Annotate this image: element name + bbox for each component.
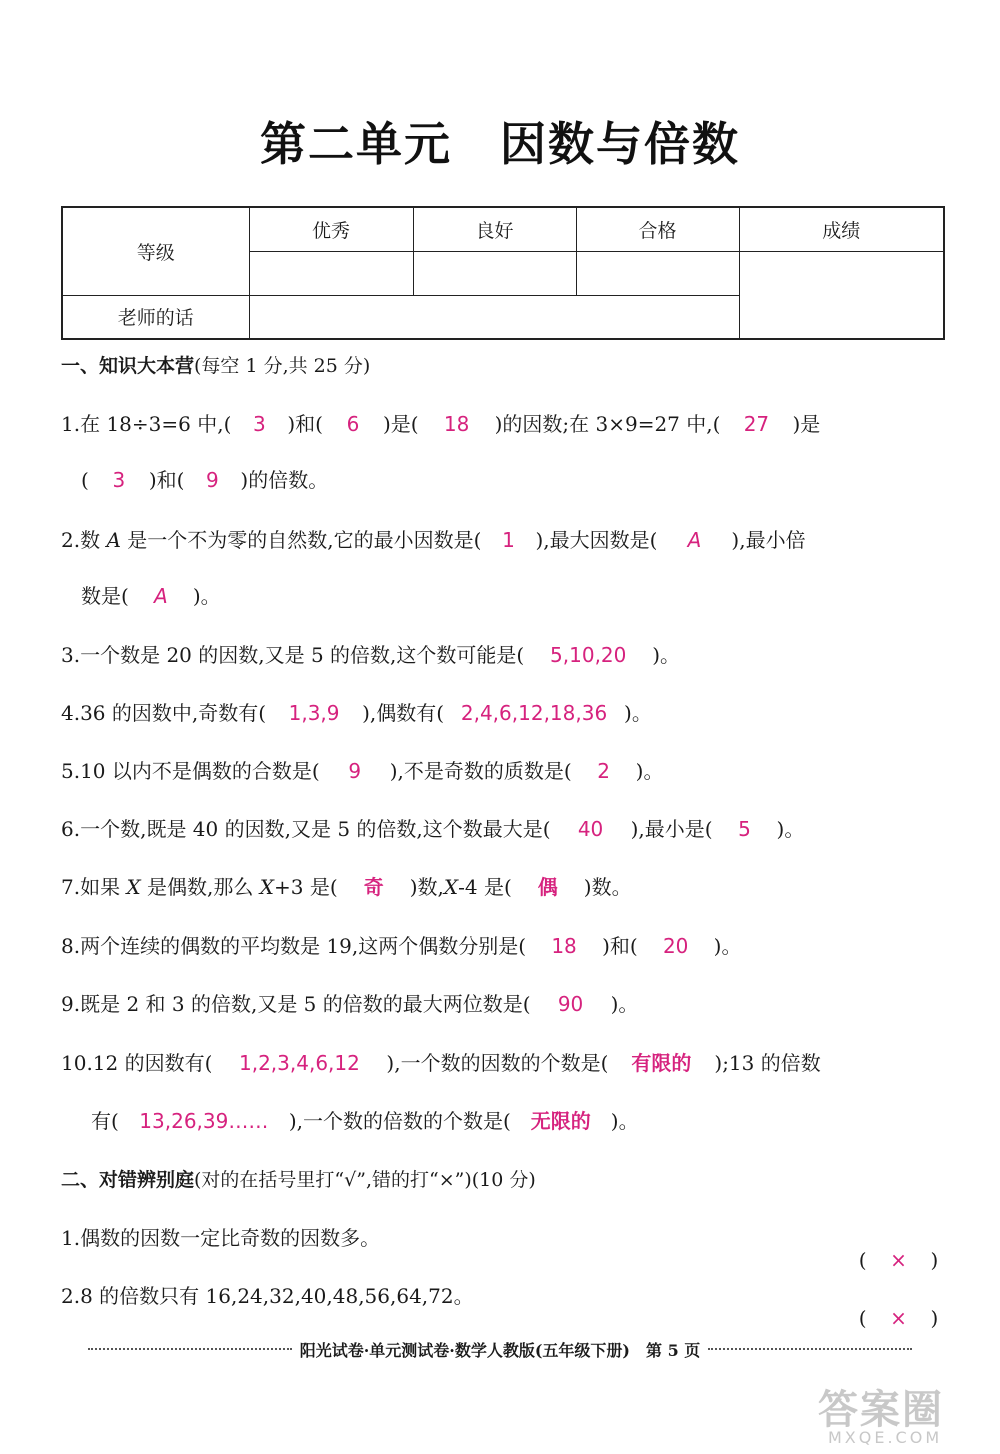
q1-answer-2: 6 <box>346 412 360 436</box>
section2-title: 二、对错辨别庭 <box>61 1169 195 1191</box>
question-5 <box>61 757 663 785</box>
section1-heading <box>61 352 370 380</box>
q7-text: )数, <box>409 875 444 899</box>
q4-answer-2: 2,4,6,12,18,36 <box>460 701 608 725</box>
watermark-line-1: 答案圈 <box>818 1387 944 1433</box>
q2-text: 数是( <box>81 584 129 608</box>
question-6 <box>61 815 804 843</box>
q2-text: 是一个不为零的自然数,它的最小因数是( <box>120 528 482 552</box>
bracket-open: ( <box>858 1248 867 1272</box>
score-cell <box>739 251 944 339</box>
grade-table <box>61 206 945 340</box>
bracket-close: ) <box>930 1248 939 1272</box>
question-10-line-1 <box>61 1049 821 1077</box>
q6-text: 6.一个数,既是 40 的因数,又是 5 的倍数,这个数最大是( <box>61 817 551 841</box>
question-1-line-2 <box>81 466 328 494</box>
footer-divider-right <box>708 1348 912 1350</box>
q10-text: )。 <box>610 1109 639 1133</box>
good-header: 良好 <box>413 207 576 251</box>
q5-answer-1: 9 <box>348 759 362 783</box>
q7-text: +3 是( <box>274 875 338 899</box>
q2-text: )。 <box>192 584 221 608</box>
q2-answer-1: 1 <box>502 528 515 552</box>
q2-answer-2: A <box>687 528 702 552</box>
q10-text: ),一个数的因数的个数是( <box>386 1051 609 1075</box>
question-1-line-1 <box>61 410 820 438</box>
question-9 <box>61 990 638 1018</box>
q2-variable: A <box>106 528 121 552</box>
question-2-line-1 <box>61 526 806 554</box>
pass-cell <box>576 251 739 295</box>
level-label: 等级 <box>62 207 249 295</box>
q4-answer-1: 1,3,9 <box>288 701 340 725</box>
watermark-line-2: MXQE.COM <box>828 1428 943 1447</box>
q7-answer-2: 偶 <box>537 875 558 899</box>
q1-text: )和( <box>287 412 323 436</box>
q4-text: )。 <box>624 701 652 725</box>
bracket-open: ( <box>858 1306 867 1330</box>
q7-text: 是偶数,那么 <box>140 875 260 899</box>
q2-text: ),最小倍 <box>731 528 806 552</box>
question-4 <box>61 699 652 727</box>
section2-note: (对的在括号里打“√”,错的打“×”)(10 分) <box>194 1169 536 1191</box>
q9-answer-1: 90 <box>557 992 584 1016</box>
q1-text: )的因数;在 3×9=27 中,( <box>494 412 721 436</box>
page-footer <box>80 1334 920 1364</box>
q2-text: 2.数 <box>61 528 107 552</box>
judge-2-answer: × <box>890 1306 907 1330</box>
question-2-line-2 <box>81 582 221 610</box>
q9-text: )。 <box>610 992 639 1016</box>
section1-title: 一、知识大本营 <box>61 355 195 377</box>
excellent-cell <box>249 251 413 295</box>
judge-1-answer-box <box>846 1224 938 1272</box>
question-8 <box>61 932 741 960</box>
q1-text: )的倍数。 <box>240 468 329 492</box>
q7-text: )数。 <box>583 875 632 899</box>
q5-text: ),不是奇数的质数是( <box>389 759 572 783</box>
q4-text: ),偶数有( <box>362 701 445 725</box>
page-title: 第二单元 因数与倍数 <box>260 117 740 171</box>
q10-text: ),一个数的倍数的个数是( <box>288 1109 511 1133</box>
q5-answer-2: 2 <box>597 759 611 783</box>
bracket-close: ) <box>930 1306 939 1330</box>
q8-answer-2: 20 <box>662 934 689 958</box>
q10-answer-1: 1,2,3,4,6,12 <box>238 1051 360 1075</box>
q10-answer-3: 13,26,39…… <box>139 1109 269 1133</box>
q4-text: 4.36 的因数中,奇数有( <box>61 701 267 725</box>
q10-answer-4: 无限的 <box>530 1109 591 1133</box>
q10-text: 10.12 的因数有( <box>61 1051 213 1075</box>
q1-text: )和( <box>148 468 185 492</box>
q1-text: )是( <box>382 412 419 436</box>
q2-text: ),最大因数是( <box>535 528 658 552</box>
pass-header: 合格 <box>576 207 739 251</box>
q5-text: 5.10 以内不是偶数的合数是( <box>61 759 320 783</box>
score-header: 成绩 <box>739 207 944 251</box>
q1-answer-6: 9 <box>206 468 219 492</box>
q3-text: 3.一个数是 20 的因数,又是 5 的倍数,这个数可能是( <box>61 643 525 667</box>
q8-text: )和( <box>602 934 638 958</box>
judge-1-text: 1.偶数的因数一定比奇数的因数多。 <box>61 1226 381 1250</box>
teacher-words-cell <box>249 295 739 339</box>
teacher-words-label: 老师的话 <box>62 295 249 339</box>
q8-text: )。 <box>713 934 742 958</box>
q3-answer-1: 5,10,20 <box>550 643 627 667</box>
q8-answer-1: 18 <box>551 934 577 958</box>
question-10-line-2 <box>91 1107 639 1135</box>
q2-answer-3: A <box>153 584 168 608</box>
q7-variable: X <box>126 875 141 899</box>
q1-text: )是 <box>792 412 821 436</box>
q7-variable: X <box>259 875 275 899</box>
q6-text: ),最小是( <box>630 817 713 841</box>
q8-text: 8.两个连续的偶数的平均数是 19,这两个偶数分别是( <box>61 934 527 958</box>
section1-note: (每空 1 分,共 25 分) <box>194 355 371 377</box>
q1-text: 1.在 18÷3=6 中,( <box>61 412 232 436</box>
q6-answer-2: 5 <box>738 817 751 841</box>
q7-text: -4 是( <box>458 875 512 899</box>
q3-text: )。 <box>652 643 681 667</box>
judge-1-answer: × <box>890 1248 907 1272</box>
q10-answer-2: 有限的 <box>631 1051 692 1075</box>
q9-text: 9.既是 2 和 3 的倍数,又是 5 的倍数的最大两位数是( <box>61 992 531 1016</box>
q10-text: 有( <box>91 1109 119 1133</box>
judge-2-answer-box <box>846 1282 938 1330</box>
q1-text: ( <box>81 468 89 492</box>
q1-answer-3: 18 <box>443 412 470 436</box>
q5-text: )。 <box>635 759 664 783</box>
footer-divider-left <box>88 1348 292 1350</box>
q10-text: );13 的倍数 <box>714 1051 821 1075</box>
q7-answer-1: 奇 <box>363 875 384 899</box>
question-7 <box>61 873 632 901</box>
q6-text: )。 <box>776 817 805 841</box>
q7-variable: X <box>443 875 459 899</box>
footer-text: 阳光试卷·单元测试卷·数学人教版(五年级下册) 第 5 页 <box>299 1340 701 1360</box>
q1-answer-4: 27 <box>743 412 770 436</box>
q6-answer-1: 40 <box>577 817 604 841</box>
excellent-header: 优秀 <box>249 207 413 251</box>
section2-heading <box>61 1166 536 1194</box>
question-3 <box>61 641 680 669</box>
judge-2-text: 2.8 的倍数只有 16,24,32,40,48,56,64,72。 <box>61 1284 474 1308</box>
q7-text: 7.如果 <box>61 875 127 899</box>
q1-answer-5: 3 <box>112 468 126 492</box>
watermark-logo <box>818 1387 988 1447</box>
good-cell <box>413 251 576 295</box>
q1-answer-1: 3 <box>253 412 266 436</box>
